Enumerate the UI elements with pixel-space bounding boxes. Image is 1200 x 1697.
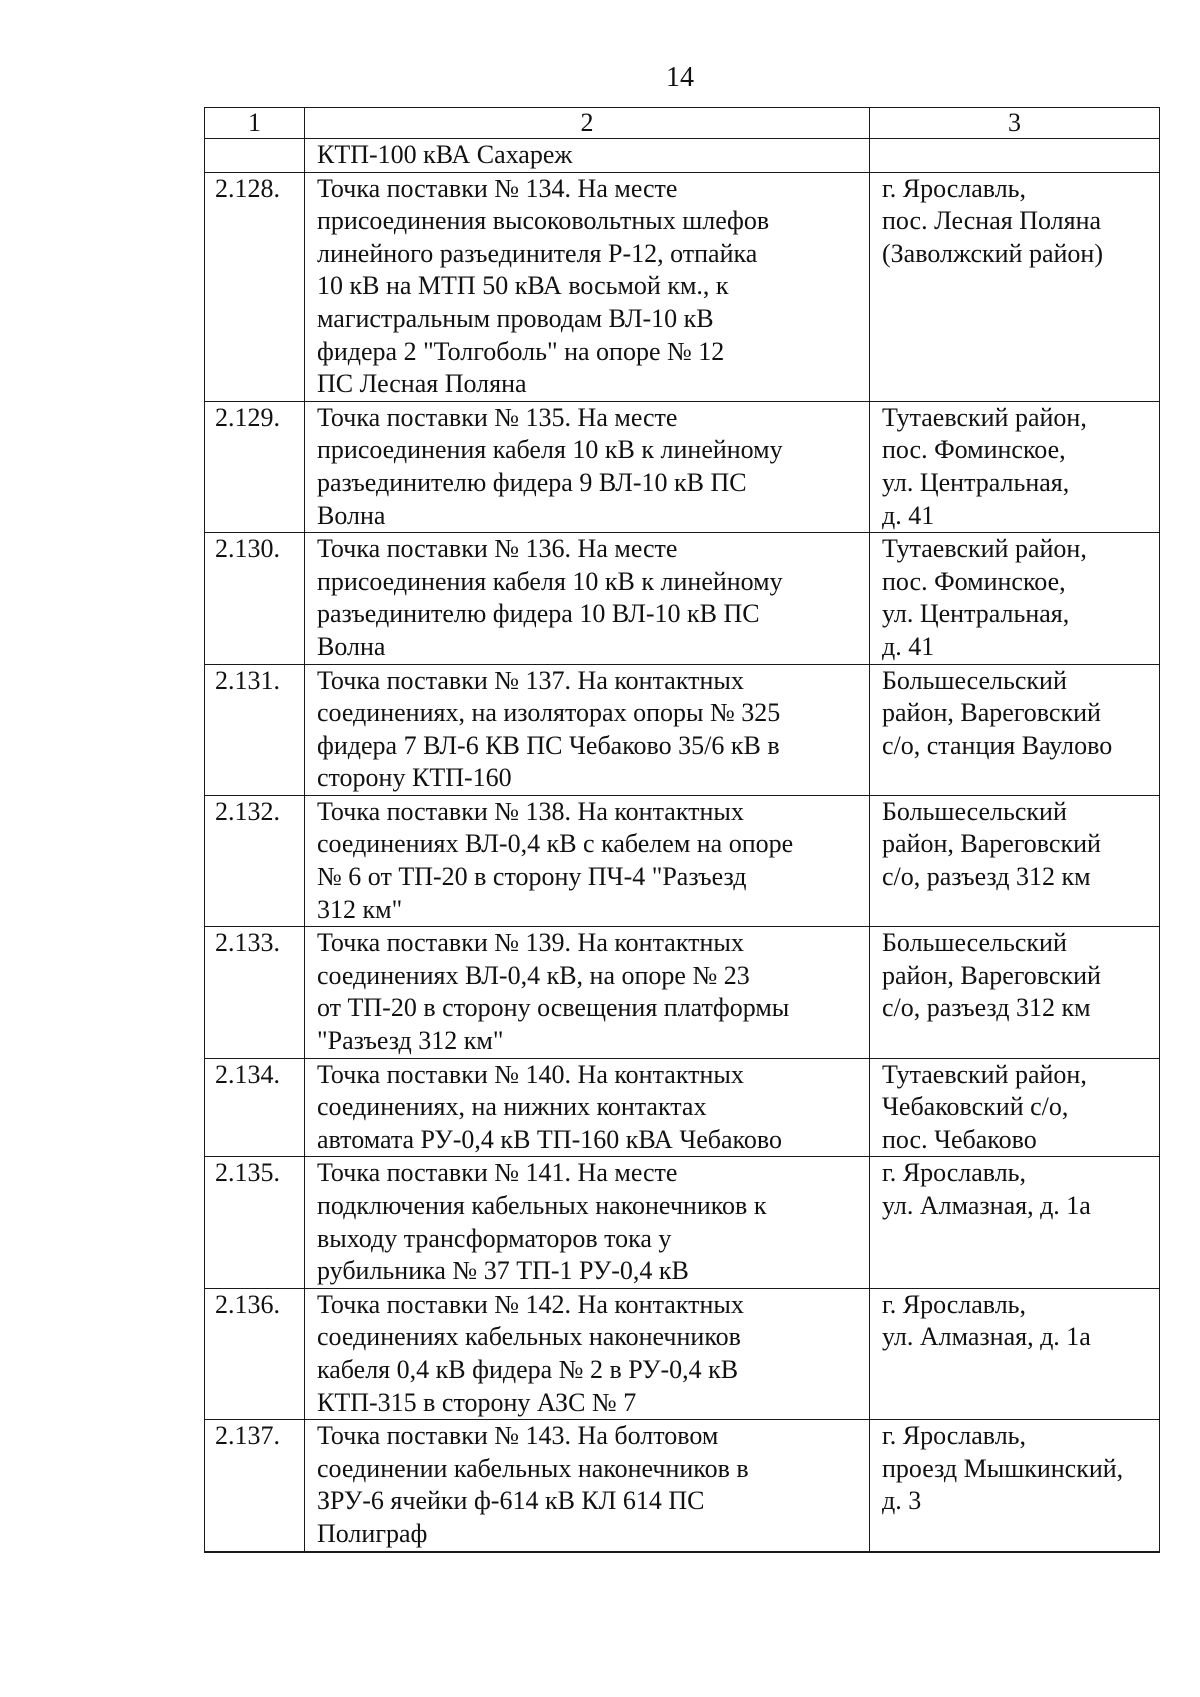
table-row	[205, 927, 1160, 1058]
column-header-1: 1	[205, 108, 305, 139]
page-number: 14	[666, 62, 694, 93]
supply-point-address: Большесельский район, Вареговский с/о, разъезд 312 км	[870, 927, 1160, 1058]
table-row	[205, 1157, 1160, 1288]
supply-point-address: г. Ярославль, проезд Мышкинский, д. 3	[870, 1420, 1160, 1551]
row-number: 2.134.	[205, 1058, 305, 1157]
supply-point-address	[870, 1551, 1160, 1552]
supply-point-address: г. Ярославль, пос. Лесная Поляна (Заволжский район)	[870, 172, 1160, 401]
row-number: 2.130.	[205, 533, 305, 664]
table-row	[205, 1420, 1160, 1551]
row-number	[205, 139, 305, 173]
row-number: 2.132.	[205, 795, 305, 926]
row-number: 2.133.	[205, 927, 305, 1058]
supply-point-address: Большесельский район, Вареговский с/о, разъезд 312 км	[870, 795, 1160, 926]
row-number: 2.135.	[205, 1157, 305, 1288]
supply-point-description: Точка поставки № 135. На месте присоединения кабеля 10 кВ к линейному разъединителю фидера 9 ВЛ-10 кВ ПС Волна	[305, 401, 870, 532]
supply-point-address: г. Ярославль, ул. Алмазная, д. 1а	[870, 1157, 1160, 1288]
supply-point-address: Большесельский район, Вареговский с/о, станция Ваулово	[870, 664, 1160, 795]
table-row	[205, 139, 1160, 173]
supply-point-address: Тутаевский район, Чебаковский с/о, пос. Чебаково	[870, 1058, 1160, 1157]
supply-point-address: Тутаевский район, пос. Фоминское, ул. Центральная, д. 41	[870, 533, 1160, 664]
supply-point-description: Точка поставки № 143. На болтовом соединении кабельных наконечников в ЗРУ-6 ячейки ф-614 кВ КЛ 614 ПС Полиграф	[305, 1420, 870, 1551]
table-row	[205, 795, 1160, 926]
supply-point-description: Точка поставки № 141. На месте подключения кабельных наконечников к выходу трансформаторов тока у рубильника № 37 ТП-1 РУ-0,4 кВ	[305, 1157, 870, 1288]
supply-point-address	[870, 139, 1160, 173]
table-row	[205, 172, 1160, 401]
table-row	[205, 533, 1160, 664]
row-number: 2.129.	[205, 401, 305, 532]
row-number: 2.137.	[205, 1420, 305, 1551]
table-row	[205, 401, 1160, 532]
supply-point-description: Точка поставки № 136. На месте присоединения кабеля 10 кВ к линейному разъединителю фидера 10 ВЛ-10 кВ ПС Волна	[305, 533, 870, 664]
row-number: 2.136.	[205, 1288, 305, 1419]
table-row	[205, 1288, 1160, 1419]
supply-point-address: Тутаевский район, пос. Фоминское, ул. Центральная, д. 41	[870, 401, 1160, 532]
supply-point-description: Точка поставки № 139. На контактных соединениях ВЛ-0,4 кВ, на опоре № 23 от ТП-20 в сторону освещения платформы "Разъезд 312 км"	[305, 927, 870, 1058]
supply-point-description: Точка поставки № 142. На контактных соединениях кабельных наконечников кабеля 0,4 кВ фидера № 2 в РУ-0,4 кВ КТП-315 в сторону АЗС № 7	[305, 1288, 870, 1419]
table-row	[205, 1551, 1160, 1552]
supply-point-description: КТП-100 кВА Сахареж	[305, 139, 870, 173]
supply-point-description: Точка поставки № 138. На контактных соединениях ВЛ-0,4 кВ с кабелем на опоре № 6 от ТП-20 в сторону ПЧ-4 "Разъезд 312 км"	[305, 795, 870, 926]
column-header-3: 3	[870, 108, 1160, 139]
row-number	[205, 1551, 305, 1552]
table-header-row	[205, 108, 1160, 139]
row-number: 2.128.	[205, 172, 305, 401]
supply-point-description: Точка поставки № 134. На месте присоединения высоковольтных шлефов линейного разъединителя Р-12, отпайка 10 кВ на МТП 50 кВА восьмой км., к магистральным проводам ВЛ-10 кВ фидера 2 "Толгоболь" на опоре № 12 ПС Лесная Поляна	[305, 172, 870, 401]
table-row	[205, 1058, 1160, 1157]
column-header-2: 2	[305, 108, 870, 139]
supply-point-description	[305, 1551, 870, 1552]
supply-point-description: Точка поставки № 140. На контактных соединениях, на нижних контактах автомата РУ-0,4 кВ ТП-160 кВА Чебаково	[305, 1058, 870, 1157]
supply-point-description: Точка поставки № 137. На контактных соединениях, на изоляторах опоры № 325 фидера 7 ВЛ-6 КВ ПС Чебаково 35/6 кВ в сторону КТП-160	[305, 664, 870, 795]
supply-point-address: г. Ярославль, ул. Алмазная, д. 1а	[870, 1288, 1160, 1419]
supply-points-table	[204, 107, 1160, 1553]
table-row	[205, 664, 1160, 795]
row-number: 2.131.	[205, 664, 305, 795]
